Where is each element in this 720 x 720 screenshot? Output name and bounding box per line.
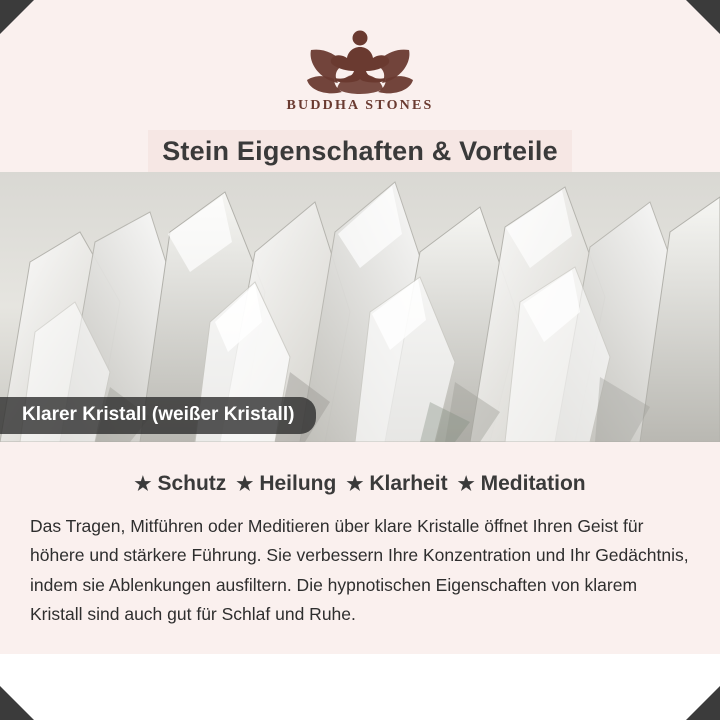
page-title: Stein Eigenschaften & Vorteile (162, 135, 558, 166)
star-icon: ★ (236, 473, 254, 495)
corner-decoration-bottom-left (0, 686, 34, 720)
page-title-band (148, 130, 572, 172)
benefit-label: Klarheit (369, 472, 448, 495)
benefit-item (236, 472, 336, 496)
star-icon: ★ (457, 473, 475, 495)
benefits-list (0, 472, 720, 496)
lotus-meditation-icon (285, 22, 435, 94)
bottom-strip (0, 654, 720, 720)
body-text: Das Tragen, Mitführen oder Meditieren über klare Kristalle öffnet Ihren Geist für höhere und stärkere Führung. Sie verbessern Ihre Konzentration und Ihr Gedächtnis, indem sie Ablenkungen ausfiltern. Die hypnotischen Eigenschaften von klarem Kristall sind auch gut für Schlaf und Ruhe. (30, 516, 689, 625)
benefit-label: Meditation (480, 472, 586, 495)
benefit-label: Schutz (157, 472, 227, 495)
star-icon: ★ (346, 473, 364, 495)
benefit-item (458, 472, 586, 496)
benefit-item (134, 472, 226, 496)
brand-header (0, 22, 720, 114)
hero-image (0, 172, 720, 442)
brand-name: BUDDHA STONES (286, 98, 434, 113)
star-icon: ★ (134, 473, 152, 495)
benefit-label: Heilung (259, 472, 337, 495)
corner-decoration-bottom-right (686, 686, 720, 720)
benefit-item (346, 472, 447, 496)
hero-caption: Klarer Kristall (weißer Kristall) (0, 397, 316, 434)
